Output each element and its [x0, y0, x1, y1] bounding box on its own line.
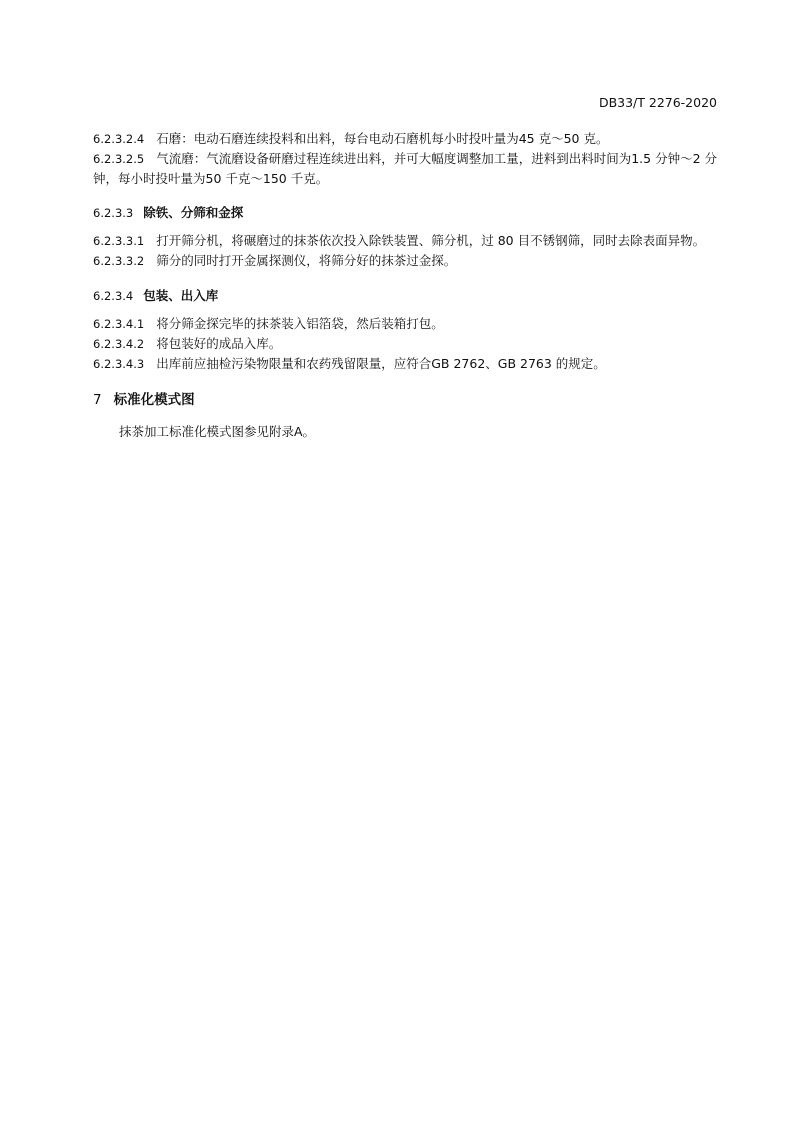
clause-6-2-3-4-1 [93, 314, 717, 334]
section-7-text: 抹茶加工标准化模式图参见附录A。 [119, 424, 316, 439]
clause-6-2-3-2-5 [93, 149, 717, 188]
heading-title: 除铁、分筛和金探 [143, 205, 244, 220]
clause-6-2-3-3-2 [93, 251, 717, 271]
heading-number: 6.2.3.3 [93, 206, 134, 220]
clause-text: 打开筛分机，将碾磨过的抹茶依次投入除铁装置、筛分机，过 80 目不锈钢筛，同时去除表面异物。 [156, 233, 706, 248]
clause-6-2-3-4-3 [93, 354, 717, 374]
clause-number: 6.2.3.4.1 [93, 317, 145, 331]
heading-title: 包装、出入库 [143, 288, 219, 303]
heading-6-2-3-3 [93, 203, 717, 223]
clause-text: 将分筛金探完毕的抹茶装入铝箔袋，然后装箱打包。 [156, 316, 444, 331]
clause-number: 6.2.3.4.2 [93, 337, 145, 351]
clause-text: 石磨：电动石磨连续投料和出料，每台电动石磨机每小时投叶量为45 克～50 克。 [156, 131, 609, 146]
clause-6-2-3-4-2 [93, 334, 717, 354]
clause-text: 出库前应抽检污染物限量和农药残留限量，应符合GB 2762、GB 2763 的规定。 [156, 356, 606, 371]
document-code: DB33/T 2276-2020 [598, 95, 717, 110]
clause-text: 气流磨：气流磨设备研磨过程连续进出料，并可大幅度调整加工量，进料到出料时间为1.5 分钟～2 分钟，每小时投叶量为50 千克～150 千克。 [93, 151, 717, 186]
clause-number: 6.2.3.3.1 [93, 234, 145, 248]
clause-6-2-3-3-1 [93, 231, 717, 251]
page-body [93, 129, 717, 441]
clause-6-2-3-2-4 [93, 129, 717, 149]
clause-number: 6.2.3.2.4 [93, 132, 145, 146]
section-number: 7 [93, 392, 102, 408]
clause-number: 6.2.3.2.5 [93, 152, 145, 166]
section-title: 标准化模式图 [113, 392, 195, 408]
clause-text: 将包装好的成品入库。 [156, 336, 282, 351]
heading-6-2-3-4 [93, 286, 717, 306]
clause-number: 6.2.3.3.2 [93, 254, 145, 268]
section-7-heading [93, 390, 717, 410]
clause-text: 筛分的同时打开金属探测仪，将筛分好的抹茶过金探。 [156, 253, 457, 268]
heading-number: 6.2.3.4 [93, 289, 134, 303]
clause-number: 6.2.3.4.3 [93, 357, 145, 371]
